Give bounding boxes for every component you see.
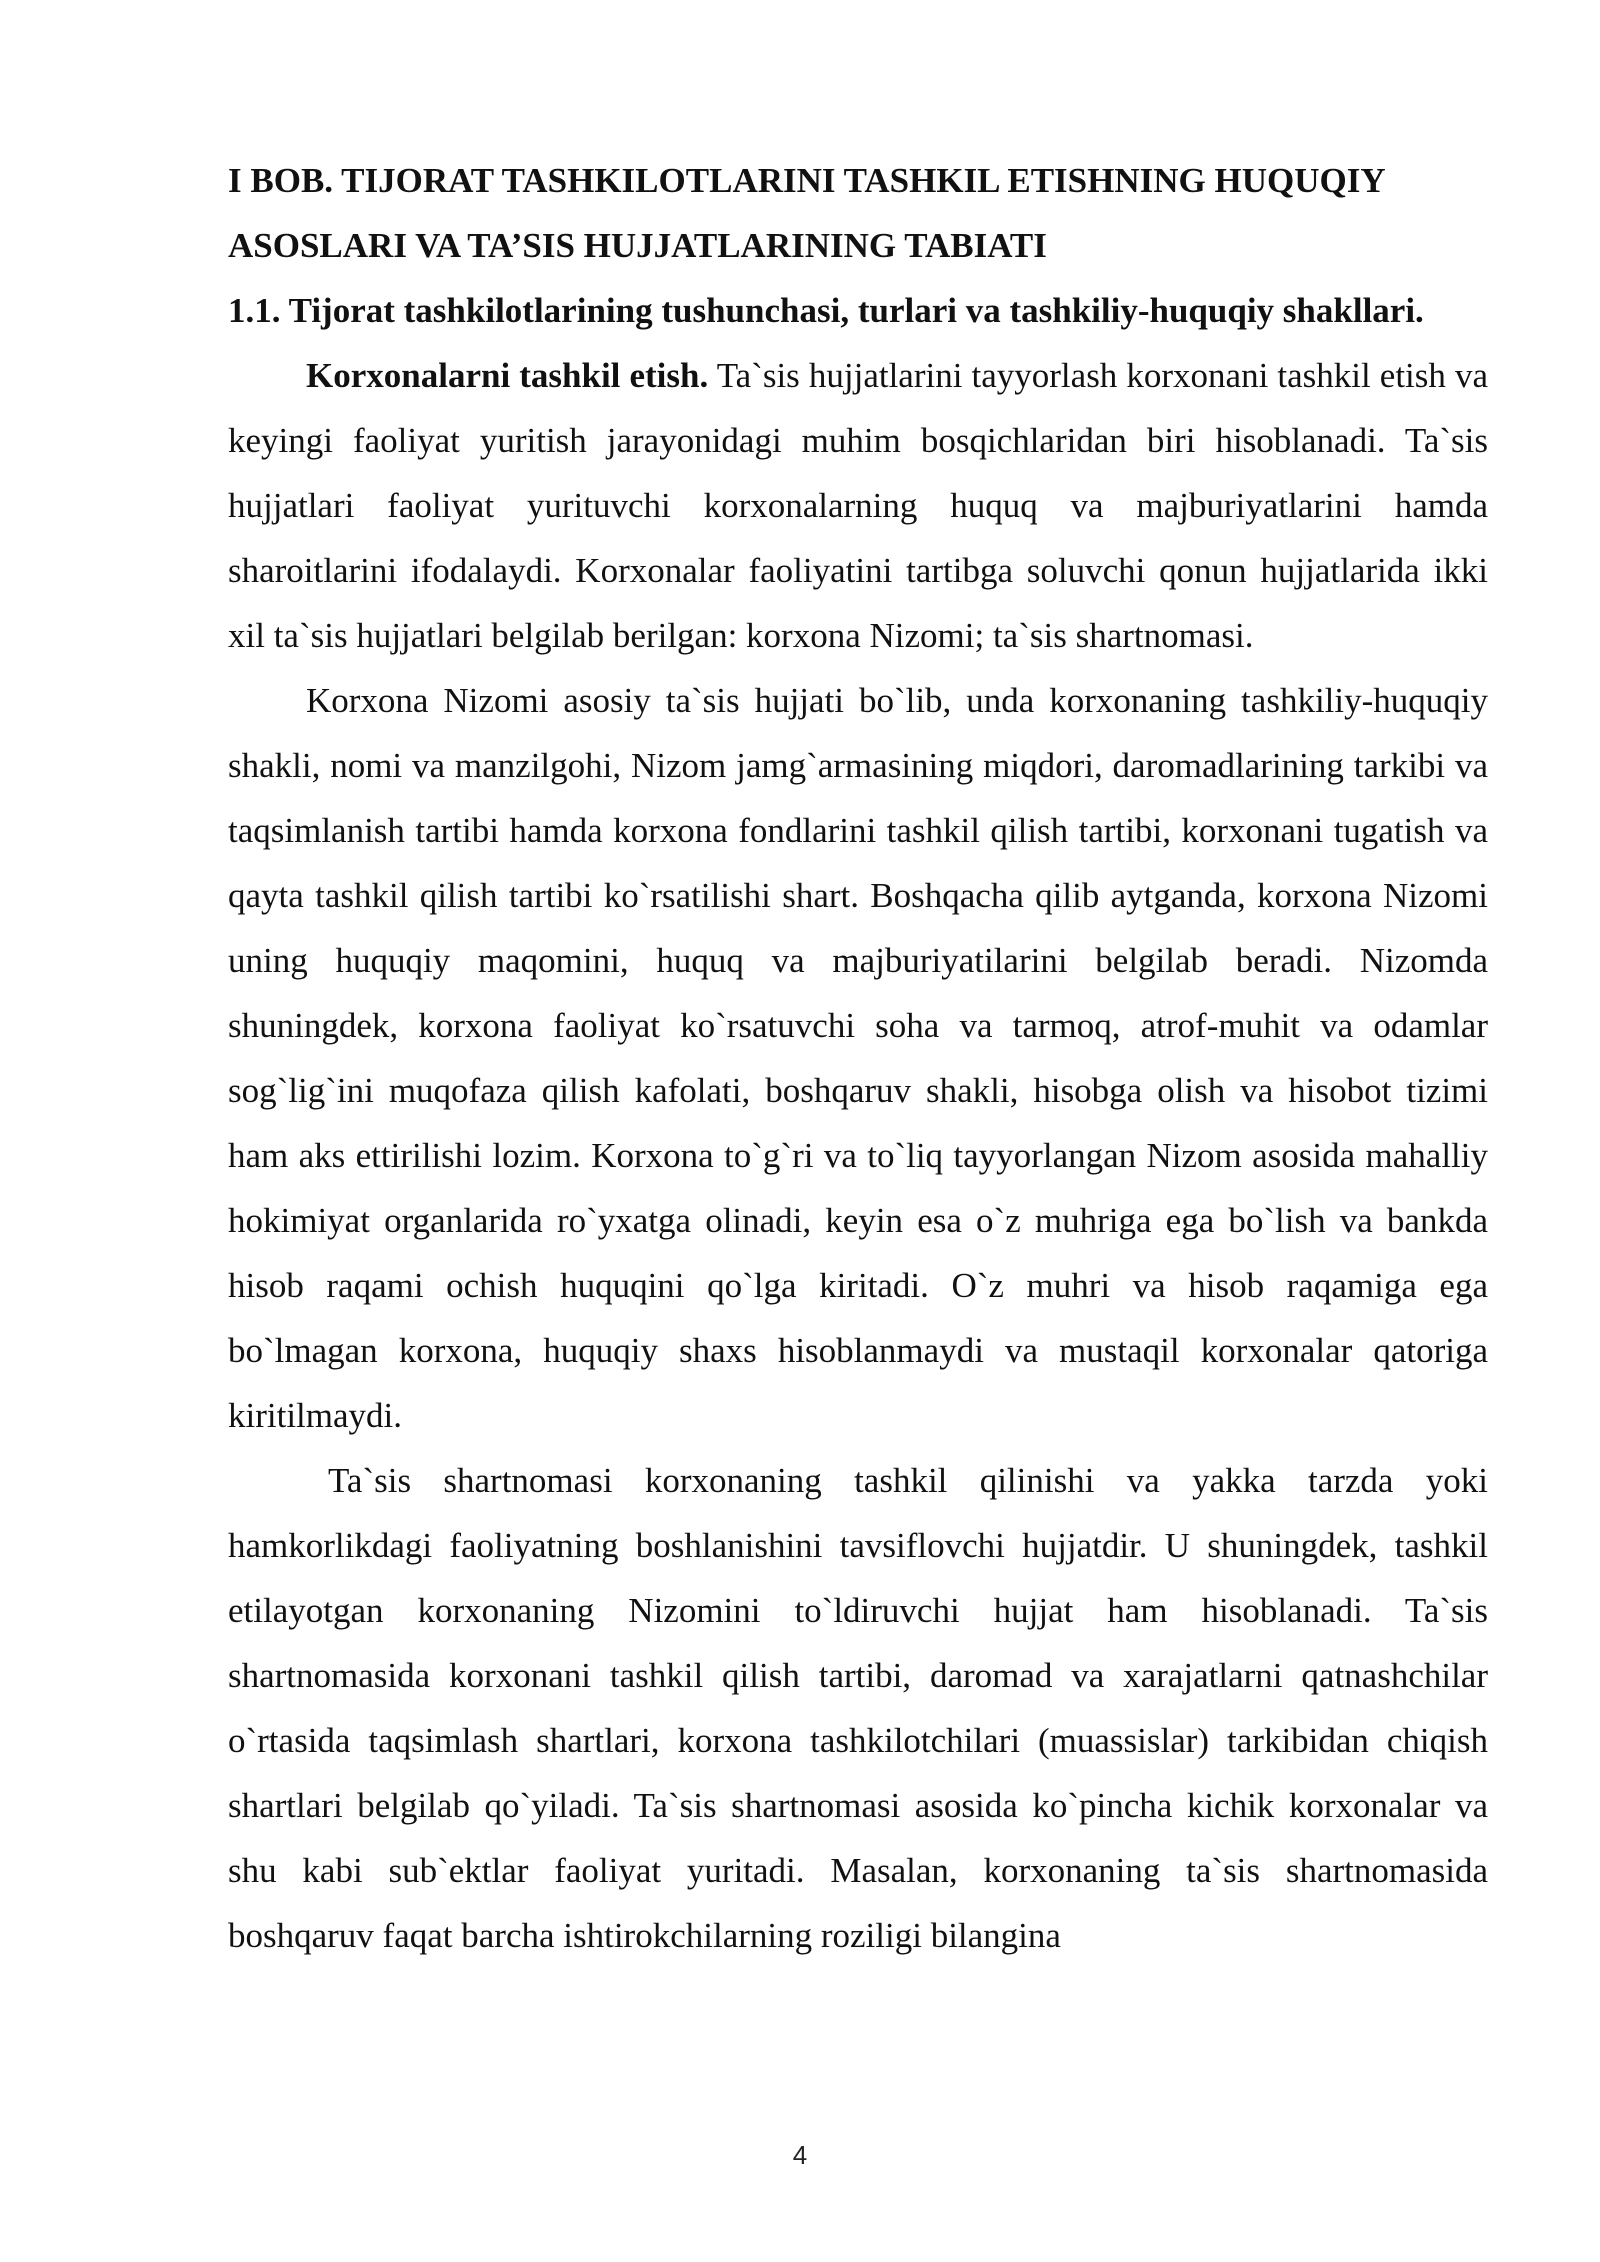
- paragraph-text: Ta`sis hujjatlarini tayyorlash korxonani tashkil etish va keyingi faoliyat yuritish jarayonidagi muhim bosqichlaridan biri hisoblanadi. Ta`sis hujjatlari faoliyat yurituvchi korxonalarning huquq va majburiyatlarini hamda sharoitlarini ifodalaydi. Korxonalar faoliyatini tartibga soluvchi qonun hujjatlarida ikki xil ta`sis hujjatlari belgilab berilgan: korxona Nizomi; ta`sis shartnomasi.: [228, 356, 1489, 655]
- paragraph-3: Ta`sis shartnomasi korxonaning tashkil qilinishi va yakka tarzda yoki hamkorlikdagi faoliyatning boshlanishini tavsiflovchi hujjatdir. U shuningdek, tashkil etilayotgan korxonaning Nizomini to`ldiruvchi hujjat ham hisoblanadi. Ta`sis shartnomasida korxonani tashkil qilish tartibi, daromad va xarajatlarni qatnashchilar o`rtasida taqsimlash shartlari, korxona tashkilotchilari (muassislar) tarkibidan chiqish shartlari belgilab qo`yiladi. Ta`sis shartnomasi asosida ko`pincha kichik korxonalar va shu kabi sub`ektlar faoliyat yuritadi. Masalan, korxonaning ta`sis shartnomasida boshqaruv faqat barcha ishtirokchilarning roziligi bilangina: [228, 1461, 1488, 1955]
- page-number: 4: [792, 2140, 808, 2170]
- chapter-title: I BOB. TIJORAT TASHKILOTLARINI TASHKIL ETISHNING HUQUQIY ASOSLARI VA TA’SIS HUJJATLARINING TABIATI: [228, 161, 1385, 265]
- document-page: [228, 148, 1488, 1968]
- paragraph-2: Korxona Nizomi asosiy ta`sis hujjati bo`lib, unda korxonaning tashkiliy-huquqiy shakli, nomi va manzilgohi, Nizom jamg`armasining miqdori, daromadlarining tarkibi va taqsimlanish tartibi hamda korxona fondlarini tashkil qilish tartibi, korxonani tugatish va qayta tashkil qilish tartibi ko`rsatilishi shart. Boshqacha qilib aytganda, korxona Nizomi uning huquqiy maqomini, huquq va majburiyatilarini belgilab beradi. Nizomda shuningdek, korxona faoliyat ko`rsatuvchi soha va tarmoq, atrof-muhit va odamlar sog`lig`ini muqofaza qilish kafolati, boshqaruv shakli, hisobga olish va hisobot tizimi ham aks ettirilishi lozim. Korxona to`g`ri va to`liq tayyorlangan Nizom asosida mahalliy hokimiyat organlarida ro`yxatga olinadi, keyin esa o`z muhriga ega bo`lish va bankda hisob raqami ochish huquqini qo`lga kiritadi. O`z muhri va hisob raqamiga ega bo`lmagan korxona, huquqiy shaxs hisoblanmaydi va mustaqil korxonalar qatoriga kiritilmaydi.: [228, 681, 1488, 1435]
- section-title: 1.1. Tijorat tashkilotlarining tushunchasi, turlari va tashkiliy-huquqiy shakllari.: [228, 291, 1424, 330]
- paragraph-lead: Korxonalarni tashkil etish.: [306, 356, 709, 395]
- paragraph-1: [228, 343, 1488, 668]
